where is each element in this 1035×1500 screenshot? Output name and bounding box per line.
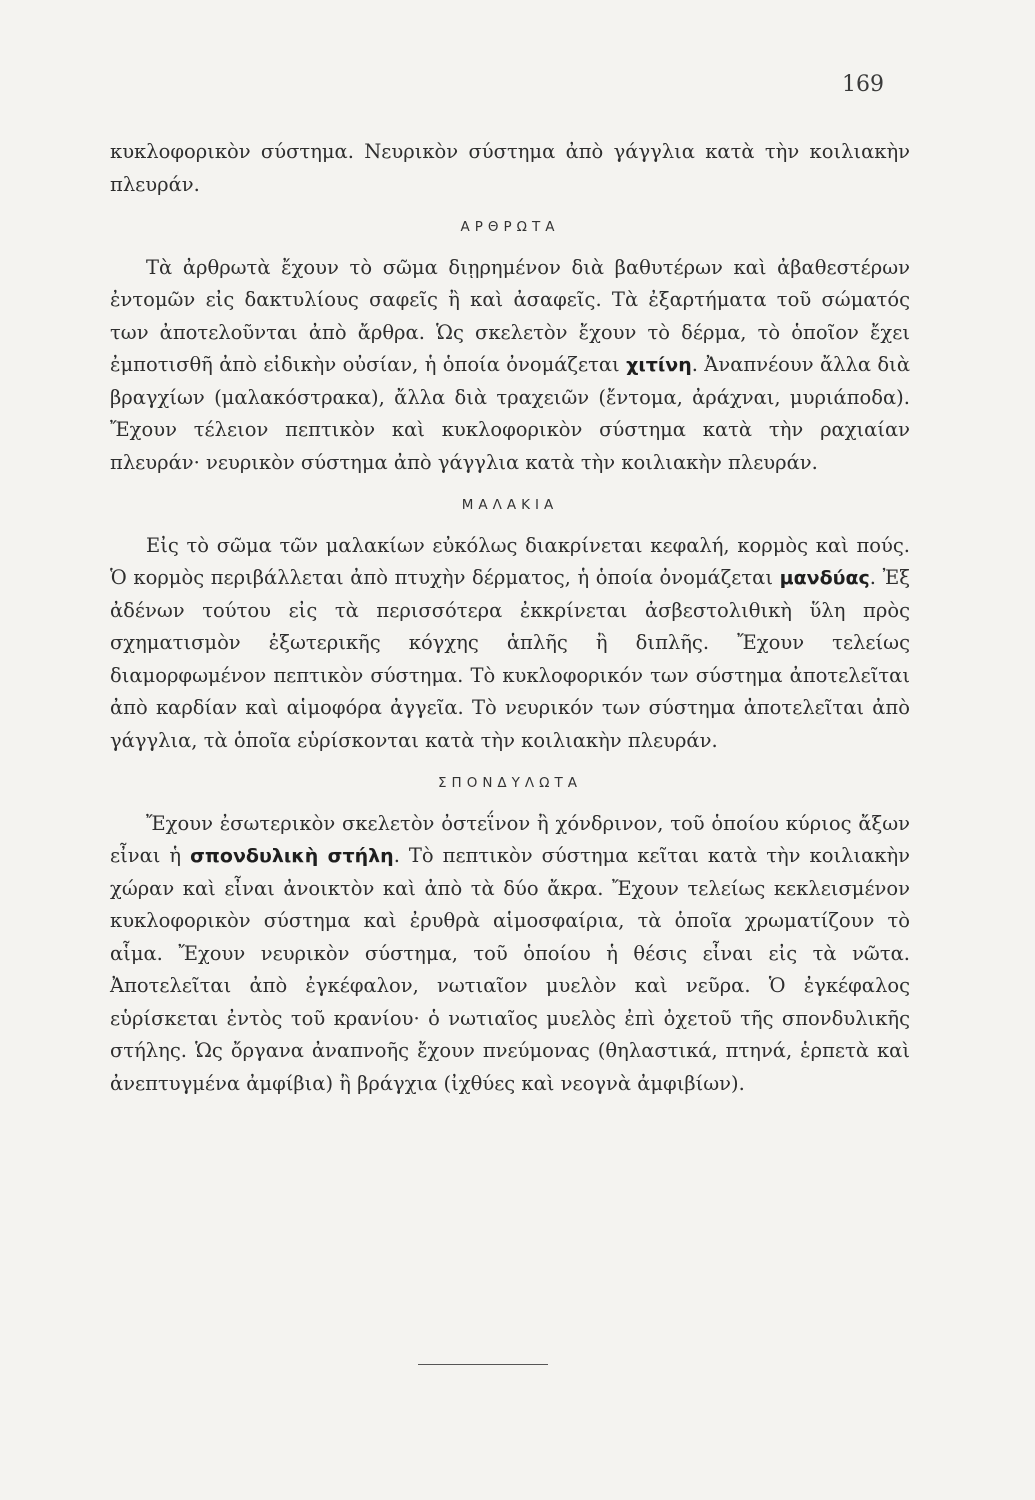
section-heading: ΣΠΟΝΔΥΛΩΤΑ xyxy=(438,775,582,791)
end-rule xyxy=(418,1364,548,1365)
key-term: μανδύας xyxy=(779,567,870,589)
text-run: κυκλοφορικὸν σύστημα. Νευρικὸν σύστημα ἀπὸ γάγγλια κατὰ τὴν κοιλιακὴν πλευράν. xyxy=(110,140,910,196)
text-run: . Ἀναπνέουν ἄλλα διὰ βραγχίων (μαλακόστρακα), ἄλλα διὰ τραχειῶν (ἔντομα, ἀράχναι, μυριάποδα). Ἔχουν τέλειον πεπτικὸν καὶ κυκλοφορικὸν σύστημα κατὰ τὴν ραχιαίαν πλευράν· νευρικὸν σύστημα ἀπὸ γάγγλια κατὰ τὴν κοιλιακὴν πλευράν. xyxy=(110,353,910,474)
text-run: Ἔχουν ἐσωτερικὸν σκελετὸν ὀστεΐνον ἢ χόνδρινον, τοῦ ὁποίου κύριος ἄξων εἶναι ἡ xyxy=(110,811,910,867)
key-term: χιτίνη xyxy=(626,354,692,376)
key-term: σπονδυλικὴ στήλη xyxy=(190,845,394,867)
paragraph xyxy=(110,136,910,201)
text-run: . Ἐξ ἀδένων τούτου εἰς τὰ περισσότερα ἐκκρίνεται ἀσβεστολιθικὴ ὕλη πρὸς σχηματισμὸν ἐξωτερικῆς κόγχης ἁπλῆς ἢ διπλῆς. Ἔχουν τελείως διαμορφωμένον πεπτικὸν σύστημα. Τὸ κυκλοφορικόν των σύστημα ἀποτελεῖται ἀπὸ καρδίαν καὶ αἱμοφόρα ἀγγεῖα. Τὸ νευρικόν των σύστημα ἀποτελεῖται ἀπὸ γάγγλια, τὰ ὁποῖα εὑρίσκονται κατὰ τὴν κοιλιακὴν πλευράν. xyxy=(110,566,910,752)
text-run: . Τὸ πεπτικὸν σύστημα κεῖται κατὰ τὴν κοιλιακὴν χώραν καὶ εἶναι ἀνοικτὸν καὶ ἀπὸ τὰ δύο ἄκρα. Ἔχουν τελείως κεκλεισμένον κυκλοφορικὸν σύστημα καὶ ἐρυθρὰ αἱμοσφαίρια, τὰ ὁποῖα χρωματίζουν τὸ αἷμα. Ἔχουν νευρικὸν σύστημα, τοῦ ὁποίου ἡ θέσις εἶναι εἰς τὰ νῶτα. Ἀποτελεῖται ἀπὸ ἐγκέφαλον, νωτιαῖον μυελὸν καὶ νεῦρα. Ὁ ἐγκέφαλος εὑρίσκεται ἐντὸς τοῦ κρανίου· ὁ νωτιαῖος μυελὸς ἐπὶ ὀχετοῦ τῆς σπονδυλικῆς στήλης. Ὡς ὄργανα ἀναπνοῆς ἔχουν πνεύμονας (θηλαστικά, πτηνά, ἑρπετὰ καὶ ἀνεπτυγμένα ἀμφίβια) ἢ βράγχια (ἰχθύες καὶ νεογνὰ ἀμφιβίων). xyxy=(110,844,911,1095)
section-heading: ΜΑΛΑΚΙΑ xyxy=(461,497,559,513)
text-run: Τὰ ἀρθρωτὰ ἔχουν τὸ σῶμα διῃρημένον διὰ βαθυτέρων καὶ ἀβαθεστέρων ἐντομῶν εἰς δακτυλίους σαφεῖς ἢ καὶ ἀσαφεῖς. Τὰ ἐξαρτήματα τοῦ σώματός των ἀποτελοῦνται ἀπὸ ἄρθρα. Ὡς σκελετὸν ἔχουν τὸ δέρμα, τὸ ὁποῖον ἔχει ἐμποτισθῆ ἀπὸ εἰδικὴν οὐσίαν, ἡ ὁποία ὀνομάζεται xyxy=(110,255,910,376)
section-heading: ΑΡΘΡΩΤΑ xyxy=(460,219,560,235)
page-body xyxy=(110,136,910,1100)
paragraph xyxy=(110,252,910,480)
paragraph xyxy=(110,530,910,758)
page-number: 169 xyxy=(842,72,884,97)
text-run: Εἰς τὸ σῶμα τῶν μαλακίων εὐκόλως διακρίνεται κεφαλή, κορμὸς καὶ πούς. Ὁ κορμὸς περιβάλλεται ἀπὸ πτυχὴν δέρματος, ἡ ὁποία ὀνομάζεται xyxy=(110,533,910,589)
paragraph xyxy=(110,808,910,1101)
